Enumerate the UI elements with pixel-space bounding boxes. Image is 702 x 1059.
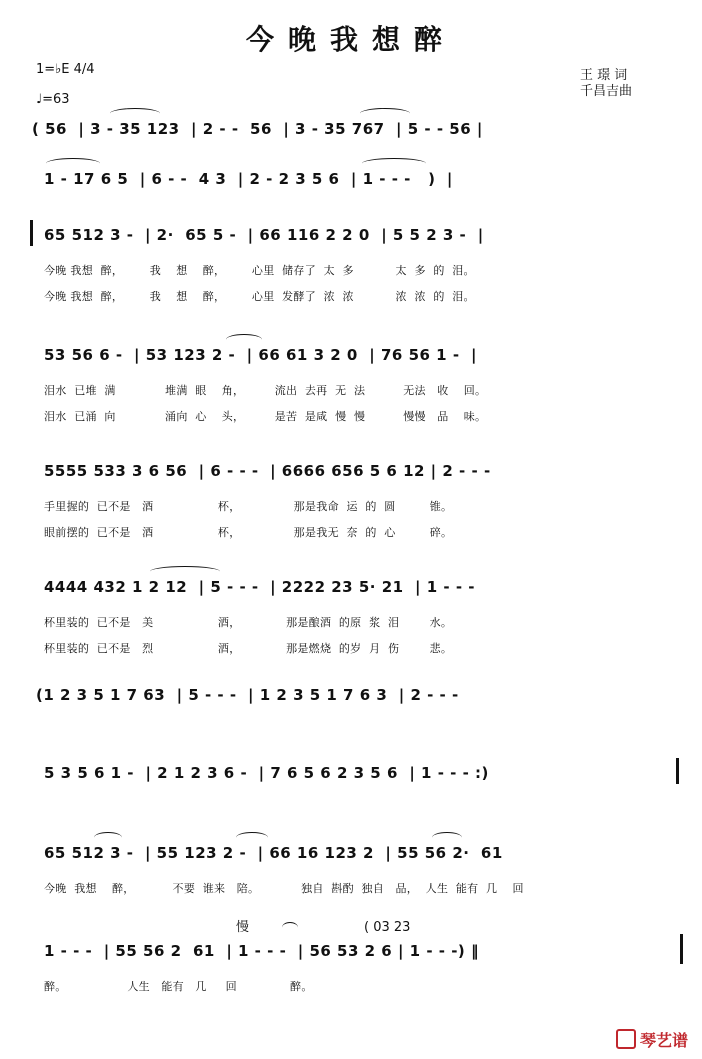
slur-mark <box>226 334 262 345</box>
lyric-line-5a: 手里握的 已不是 酒 杯， 那是我命 运 的 圆 锥。 <box>44 500 453 513</box>
slur-mark <box>432 832 462 843</box>
lyricist-credit: 王 璟 词 <box>580 68 628 83</box>
lyric-line-6b: 杯里装的 已不是 烈 酒， 那是燃烧 的岁 月 伤 悲。 <box>44 642 453 655</box>
score-row-2: 1 - 17 6 5 | 6 - - 4 3 | 2 - 2 3 5 6 | 1 - - - ) | <box>44 170 453 188</box>
lyric-line-5b: 眼前摆的 已不是 酒 杯， 那是我无 奈 的 心 碎。 <box>44 526 453 539</box>
score-row-8: 5 3 5 6 1 - | 2 1 2 3 6 - | 7 6 5 6 2 3 5 6 | 1 - - - :) <box>44 764 489 782</box>
score-row-4: 53 56 6 - | 53 123 2 - | 66 61 3 2 0 | 76 56 1 - | <box>44 346 477 364</box>
composer-credit: 千昌吉曲 <box>580 84 633 99</box>
final-bar <box>680 934 683 964</box>
repeat-start-bar <box>30 220 33 246</box>
bridge-notes: ( 03 23 <box>364 920 411 935</box>
score-row-9: 65 512 3 - | 55 123 2 - | 66 16 123 2 | 55 56 2· 61 <box>44 844 503 862</box>
slur-mark <box>46 158 100 169</box>
score-row-7: (1 2 3 5 1 7 63 | 5 - - - | 1 2 3 5 1 7 6 3 | 2 - - - <box>36 686 459 704</box>
lyric-line-3b: 今晚 我想 醉， 我 想 醉， 心里 发酵了 浓 浓 浓 浓 的 泪。 <box>44 290 475 303</box>
lyric-line-4b: 泪水 已涌 向 涌向 心 头， 是苦 是咸 慢 慢 慢慢 品 味。 <box>44 410 487 423</box>
lyric-line-4a: 泪水 已堆 满 堆满 眼 角， 流出 去再 无 法 无法 收 回。 <box>44 384 487 397</box>
song-title: 今晚我想醉 <box>245 23 456 56</box>
site-logo <box>616 1028 688 1051</box>
lyric-line-10: 醉。 人生 能有 几 回 醉。 <box>44 980 313 993</box>
lyric-line-3a: 今晚 我想 醉， 我 想 醉， 心里 储存了 太 多 太 多 的 泪。 <box>44 264 475 277</box>
logo-text: 琴艺谱 <box>639 1031 688 1050</box>
score-row-3: 65 512 3 - | 2· 65 5 - | 66 116 2 2 0 | 5 5 2 3 - | <box>44 226 484 244</box>
lyric-line-9: 今晚 我想 醉， 不要 谁来 陪。 独自 斟酌 独自 品， 人生 能有 几 回 <box>44 882 524 895</box>
key-signature: 1=♭E 4/4 <box>36 62 95 77</box>
slur-mark <box>110 108 160 119</box>
score-row-1: ( 56 | 3 - 35 123 | 2 - - 56 | 3 - 35 767 | 5 - - 56 | <box>32 120 483 138</box>
slur-mark <box>360 108 410 119</box>
fermata-mark <box>282 922 298 933</box>
repeat-end-bar <box>676 758 679 784</box>
tempo-marking: ♩=63 <box>36 92 70 107</box>
score-row-6: 4444 432 1 2 12 | 5 - - - | 2222 23 5· 21 | 1 - - - <box>44 578 475 596</box>
slur-mark <box>150 566 220 577</box>
lyric-line-6a: 杯里装的 已不是 美 酒， 那是酿酒 的原 浆 泪 水。 <box>44 616 453 629</box>
score-row-10: 1 - - - | 55 56 2 61 | 1 - - - | 56 53 2 6 | 1 - - -) ‖ <box>44 942 480 960</box>
slur-mark <box>236 832 268 843</box>
slow-marking: 慢 <box>236 920 250 935</box>
score-row-5: 5555 533 3 6 56 | 6 - - - | 6666 656 5 6 12 | 2 - - - <box>44 462 491 480</box>
slur-mark <box>94 832 122 843</box>
slur-mark <box>362 158 426 169</box>
logo-icon <box>616 1029 636 1049</box>
